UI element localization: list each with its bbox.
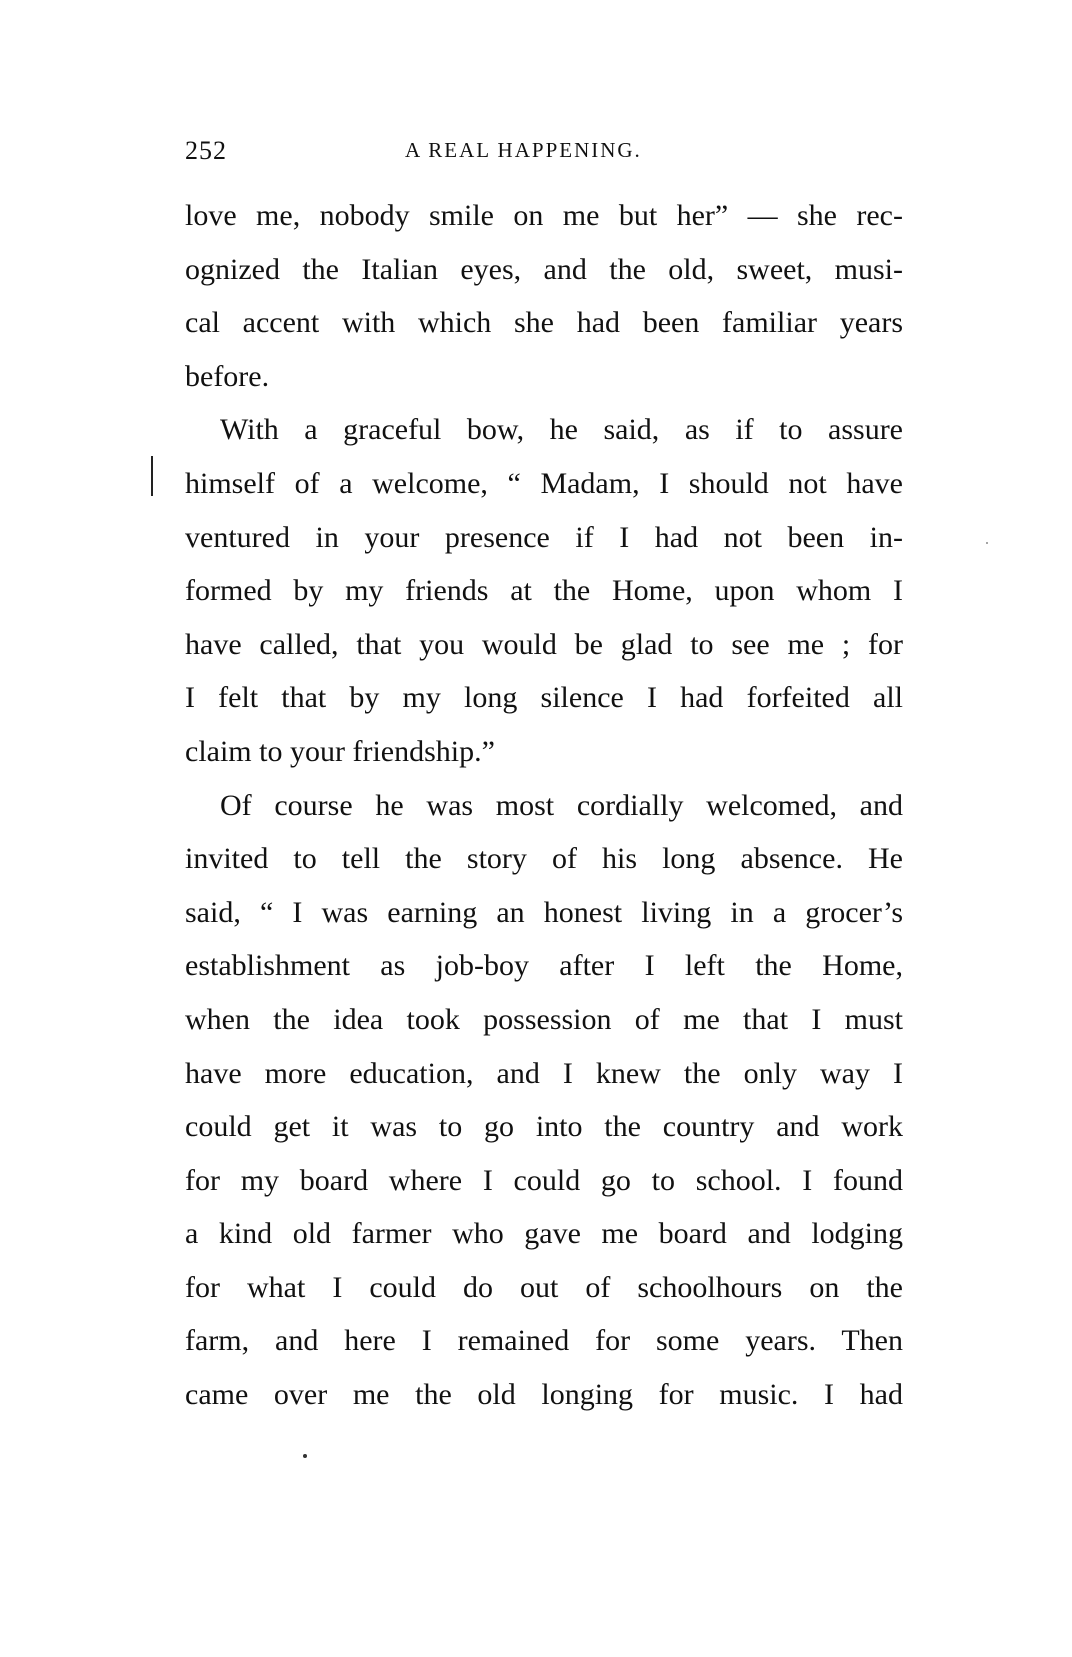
text-line: cal accent with which she had been familiar years xyxy=(185,306,903,340)
text-line: when the idea took possession of me that I must xyxy=(185,1002,903,1036)
text-line: himself of a welcome, “ Madam, I should not have xyxy=(185,466,903,500)
text-line: said, “ I was earning an honest living in a grocer’s xyxy=(185,895,903,929)
text-line: have more education, and I knew the only way I xyxy=(185,1056,903,1090)
running-title: A REAL HAPPENING. xyxy=(405,138,642,162)
text-line: ventured in your presence if I had not been in- xyxy=(185,520,903,554)
text-line: I felt that by my long silence I had forfeited all xyxy=(185,681,903,715)
text-line: Of course he was most cordially welcomed, and xyxy=(220,788,903,822)
text-line: have called, that you would be glad to see me ; for xyxy=(185,627,903,661)
text-line: ognized the Italian eyes, and the old, sweet, musi- xyxy=(185,252,903,286)
text-line: establishment as job-boy after I left the Home, xyxy=(185,949,903,983)
text-line: a kind old farmer who gave me board and lodging xyxy=(185,1217,903,1251)
text-line: With a graceful bow, he said, as if to assure xyxy=(220,413,903,447)
body-text xyxy=(185,189,903,1422)
text-line: love me, nobody smile on me but her” — she rec- xyxy=(185,199,903,232)
ink-speck xyxy=(986,542,988,544)
ink-speck xyxy=(303,1454,307,1458)
text-line: for what I could do out of schoolhours on the xyxy=(185,1270,903,1304)
text-line: farm, and here I remained for some years. Then xyxy=(185,1324,903,1358)
text-line: could get it was to go into the country and work xyxy=(185,1110,903,1144)
text-line: claim to your friendship.” xyxy=(185,734,495,768)
text-line: came over me the old longing for music. I had xyxy=(185,1378,903,1412)
running-head xyxy=(185,136,905,170)
text-line: before. xyxy=(185,359,270,393)
text-line: invited to tell the story of his long absence. He xyxy=(185,842,903,876)
text-line: formed by my friends at the Home, upon whom I xyxy=(185,574,903,608)
text-line: for my board where I could go to school. I found xyxy=(185,1163,903,1197)
page-number: 252 xyxy=(185,136,227,165)
margin-mark xyxy=(151,456,153,496)
